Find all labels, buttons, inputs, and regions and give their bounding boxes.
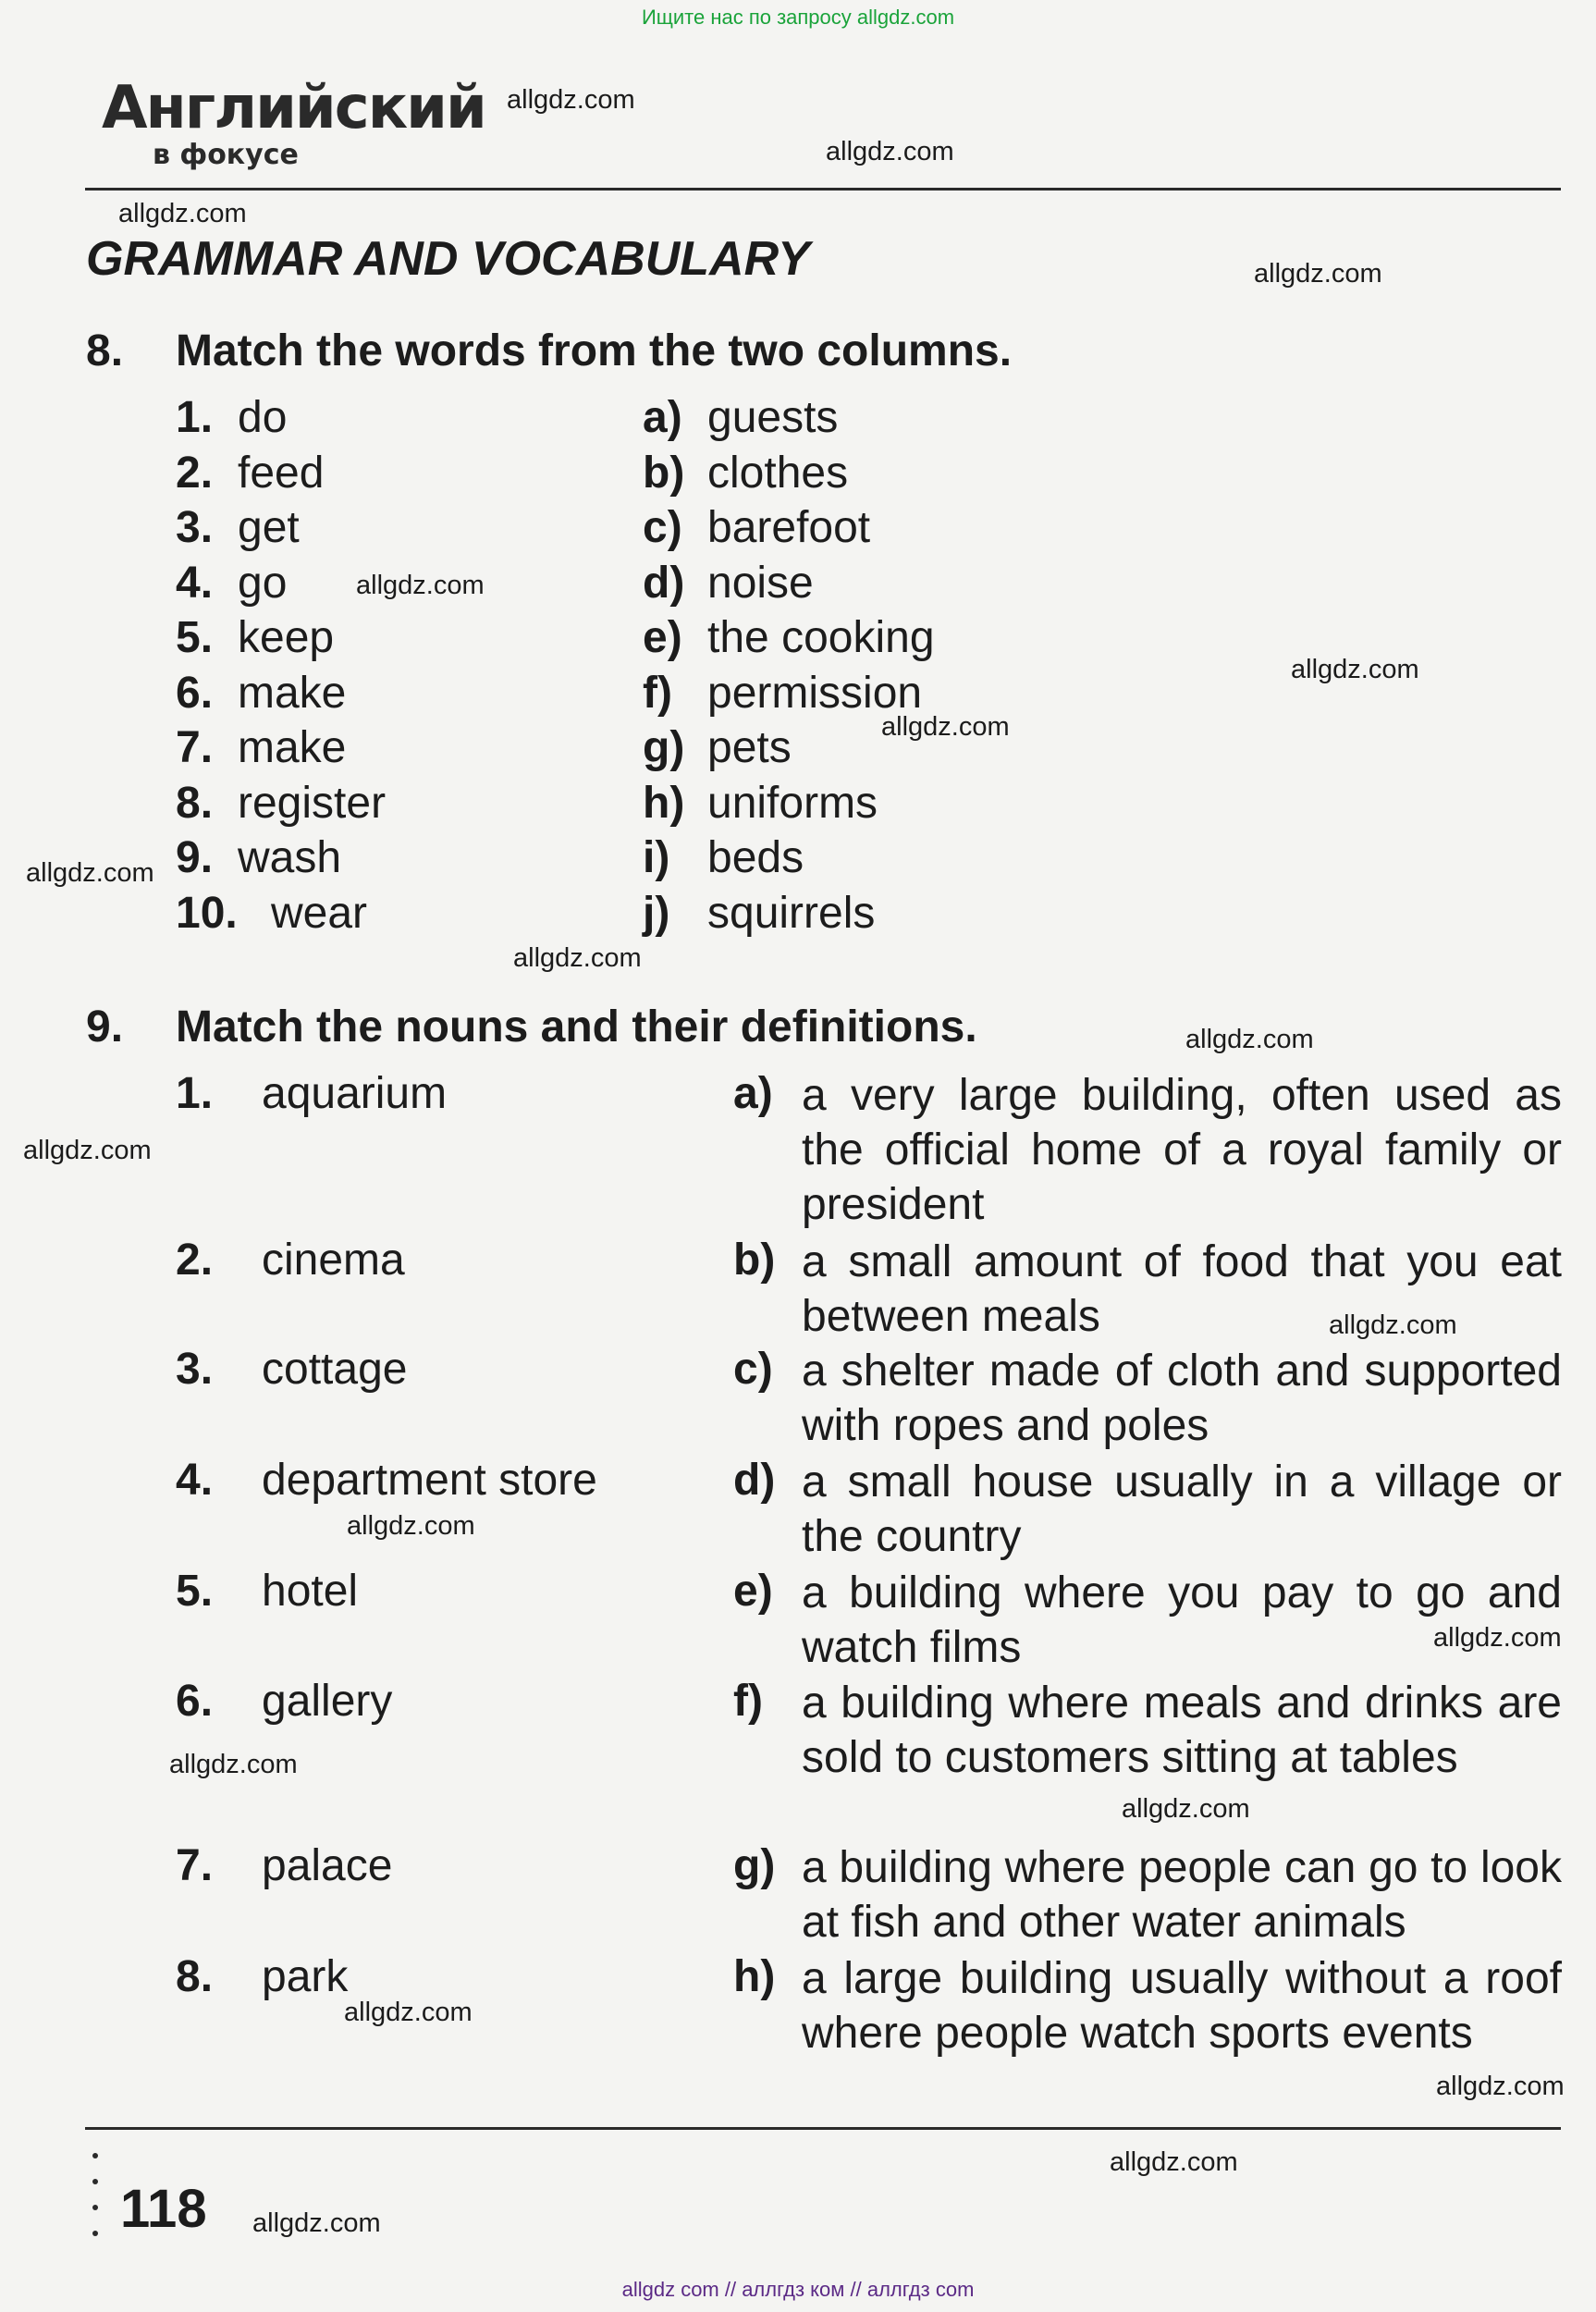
ex8-item-word: keep [238,613,335,662]
ex8-option-letter: h) [643,778,685,828]
watermark: allgdz.com [356,571,485,600]
ex8-option-letter: e) [643,613,682,662]
watermark: allgdz.com [507,85,635,115]
ex8-item-word: do [238,393,288,442]
watermark: allgdz.com [1254,259,1382,289]
logo-subtitle: в фокусе [153,139,299,171]
ex8-item-number: 8. [176,778,214,828]
ex8-option-word: barefoot [707,503,871,552]
ex8-item-word: register [238,778,387,828]
ex9-definition-text: a building where people can go to look at fish and other water animals [802,1843,1562,1947]
ex9-definition-letter: g) [733,1841,776,1890]
ex8-item-number: 6. [176,668,214,718]
ex9-noun-number: 2. [176,1236,214,1285]
ex9-definition-letter: e) [733,1567,773,1616]
ex8-item-word: go [238,558,288,608]
ex9-definition-letter: h) [733,1952,776,2001]
exercise-9-instruction: Match the nouns and their definitions. [176,1002,977,1051]
ex8-item-number: 4. [176,558,214,608]
ex8-item-word: wear [271,888,368,938]
ex8-option-word: the cooking [707,613,935,662]
watermark: allgdz.com [1122,1794,1250,1824]
ex9-noun: park [262,1952,349,2001]
bottom-site-note: allgdz com // аллгдз ком // аллгдз com [621,2278,975,2301]
ex9-definition-text: a shelter made of cloth and supported with ropes and poles [802,1347,1562,1450]
ex9-noun-number: 1. [176,1069,214,1118]
watermark: allgdz.com [1185,1025,1314,1054]
ex9-definition-text: a large building usually without a roof where people watch sports events [802,1954,1562,2058]
ex8-option-word: uniforms [707,778,878,828]
ex8-option-word: pets [707,723,792,772]
ex8-option-letter: b) [643,448,685,498]
ex8-option-letter: j) [643,888,670,938]
ex9-noun-number: 8. [176,1952,214,2001]
ex8-item-number: 1. [176,393,214,442]
watermark: allgdz.com [513,943,642,973]
watermark: allgdz.com [1436,2072,1565,2101]
exercise-8-number: 8. [86,326,124,375]
page-number: 118 [120,2179,207,2239]
ex9-definition-letter: d) [733,1456,776,1505]
ex9-definition-letter: a) [733,1069,773,1118]
ex9-noun-number: 6. [176,1677,214,1726]
ex9-noun-number: 4. [176,1456,214,1505]
watermark: allgdz.com [344,1998,473,2027]
ex8-option-letter: i) [643,833,670,882]
watermark: allgdz.com [26,858,154,888]
ex8-option-letter: d) [643,558,685,608]
ex9-noun-number: 3. [176,1345,214,1394]
ex8-item-word: feed [238,448,325,498]
watermark: allgdz.com [118,199,247,228]
ex9-definition-letter: b) [733,1236,776,1285]
ex9-noun: aquarium [262,1069,448,1118]
ex9-definition-text: a small house usually in a village or the country [802,1457,1562,1561]
ex8-item-number: 7. [176,723,214,772]
ex8-option-letter: a) [643,393,682,442]
ex8-option-word: guests [707,393,839,442]
ex8-item-word: make [238,723,347,772]
ex9-noun-number: 7. [176,1841,214,1890]
watermark: allgdz.com [347,1511,475,1541]
ex9-noun: gallery [262,1677,393,1726]
ex8-option-word: beds [707,833,804,882]
header-rule [85,188,1561,191]
top-site-note: Ищите нас по запросу allgdz.com [641,6,955,29]
watermark: allgdz.com [1329,1310,1457,1340]
exercise-8-instruction: Match the words from the two columns. [176,326,1013,375]
ex8-item-number: 9. [176,833,214,882]
ex9-definition-text: a very large building, often used as the official home of a royal family or president [802,1071,1562,1229]
ex8-option-word: noise [707,558,814,608]
ex8-option-letter: g) [643,723,685,772]
margin-dots [92,2153,98,2257]
ex8-item-word: get [238,503,300,552]
ex9-noun: palace [262,1841,393,1890]
ex9-noun-number: 5. [176,1567,214,1616]
ex8-option-word: clothes [707,448,849,498]
watermark: allgdz.com [826,137,954,166]
watermark: allgdz.com [23,1136,152,1165]
ex8-item-word: wash [238,833,342,882]
footer-rule [85,2127,1561,2130]
watermark: allgdz.com [169,1750,298,1779]
watermark: allgdz.com [1291,655,1419,684]
ex8-option-word: permission [707,668,923,718]
watermark: allgdz.com [252,2208,381,2238]
ex8-option-word: squirrels [707,888,876,938]
watermark: allgdz.com [1433,1623,1562,1653]
ex9-definition-letter: c) [733,1345,773,1394]
ex8-item-number: 5. [176,613,214,662]
ex8-option-letter: f) [643,668,672,718]
ex8-item-number: 10. [176,888,238,938]
ex9-noun: department store [262,1456,597,1505]
ex9-definition-text: a small amount of food that you eat between meals [802,1237,1562,1341]
ex9-definition-letter: f) [733,1677,763,1726]
ex8-item-number: 2. [176,448,214,498]
ex8-item-word: make [238,668,347,718]
exercise-9-number: 9. [86,1002,124,1051]
ex9-noun: cinema [262,1236,405,1285]
ex9-noun: cottage [262,1345,408,1394]
watermark: allgdz.com [1110,2147,1238,2177]
ex9-definition-text: a building where meals and drinks are sold to customers sitting at tables [802,1679,1562,1782]
ex9-noun: hotel [262,1567,359,1616]
watermark: allgdz.com [881,712,1010,742]
ex8-option-letter: c) [643,503,682,552]
ex9-definition-text: a building where you pay to go and watch films [802,1568,1562,1672]
ex8-item-number: 3. [176,503,214,552]
section-heading: GRAMMAR AND VOCABULARY [86,232,810,286]
logo-title: Английский [102,74,485,142]
